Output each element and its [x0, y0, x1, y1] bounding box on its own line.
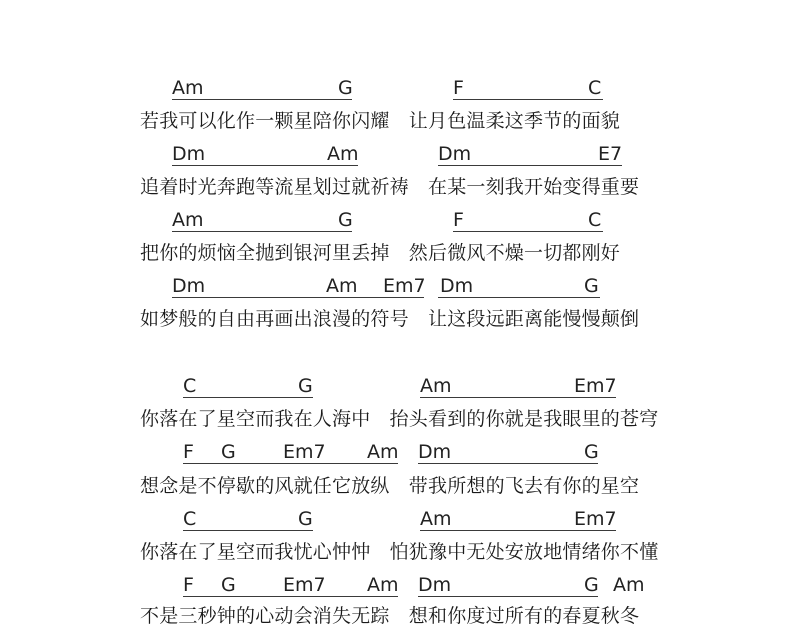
lyric-line: 你落在了星空而我忧心忡忡 怕犹豫中无处安放地情绪你不懂: [140, 541, 659, 563]
chord-line: [0, 143, 800, 169]
chord-underline: [183, 397, 313, 398]
chord: C: [183, 508, 197, 530]
chord: Am: [367, 574, 399, 596]
chord: Am: [613, 574, 645, 596]
chord-underline: [438, 297, 600, 298]
chord: Am: [172, 209, 204, 231]
chord: Dm: [172, 143, 206, 165]
chord: Em7: [383, 275, 426, 297]
chord: F: [183, 441, 194, 463]
chord-underline: [420, 397, 616, 398]
chord: G: [584, 574, 599, 596]
lyric-line: 不是三秒钟的心动会消失无踪 想和你度过所有的春夏秋冬: [140, 605, 640, 627]
chord: C: [588, 77, 602, 99]
chord-underline: [172, 297, 424, 298]
chord: Am: [326, 275, 358, 297]
chord-underline: [453, 231, 603, 232]
chord: C: [588, 209, 602, 231]
chord-underline: [183, 596, 398, 597]
chord: G: [584, 441, 599, 463]
chord: Em7: [283, 574, 326, 596]
chord: Em7: [574, 508, 617, 530]
chord: Em7: [283, 441, 326, 463]
chord-underline: [172, 99, 352, 100]
chord: G: [338, 209, 353, 231]
chord-line: [0, 275, 800, 301]
chord: Dm: [440, 275, 474, 297]
lyric-line: 把你的烦恼全抛到银河里丢掉 然后微风不燥一切都刚好: [140, 242, 621, 264]
chord: E7: [598, 143, 623, 165]
chord: Am: [327, 143, 359, 165]
chord: Dm: [438, 143, 472, 165]
chord-underline: [418, 463, 598, 464]
chord-underline: [183, 463, 398, 464]
chord: Am: [172, 77, 204, 99]
chord: Am: [367, 441, 399, 463]
chord-underline: [172, 165, 358, 166]
chord-line: [0, 441, 800, 467]
chord-line: [0, 77, 800, 103]
chord: G: [221, 441, 236, 463]
chord: F: [453, 209, 464, 231]
chord-underline: [172, 231, 352, 232]
chord: C: [183, 375, 197, 397]
chord: F: [453, 77, 464, 99]
chord-underline: [418, 596, 598, 597]
chord: G: [221, 574, 236, 596]
lyric-line: 你落在了星空而我在人海中 抬头看到的你就是我眼里的苍穹: [140, 408, 659, 430]
chord: G: [338, 77, 353, 99]
chord-underline: [420, 530, 616, 531]
lyric-line: 如梦般的自由再画出浪漫的符号 让这段远距离能慢慢颠倒: [140, 308, 640, 330]
chord-underline: [438, 165, 622, 166]
chord-line: [0, 209, 800, 235]
chord-underline: [453, 99, 603, 100]
chord: G: [298, 375, 313, 397]
lyric-line: 追着时光奔跑等流星划过就祈祷 在某一刻我开始变得重要: [140, 176, 640, 198]
chord-line: [0, 508, 800, 534]
chord: Dm: [418, 441, 452, 463]
chord-line: [0, 574, 800, 600]
chord: F: [183, 574, 194, 596]
chord: G: [584, 275, 599, 297]
lyric-line: 想念是不停歇的风就任它放纵 带我所想的飞去有你的星空: [140, 475, 640, 497]
chord: Em7: [574, 375, 617, 397]
chord-line: [0, 375, 800, 401]
chord: Am: [420, 375, 452, 397]
chord: Dm: [172, 275, 206, 297]
lyric-line: 若我可以化作一颗星陪你闪耀 让月色温柔这季节的面貌: [140, 110, 621, 132]
chord-underline: [183, 530, 313, 531]
chord: Dm: [418, 574, 452, 596]
chord: G: [298, 508, 313, 530]
chord: Am: [420, 508, 452, 530]
